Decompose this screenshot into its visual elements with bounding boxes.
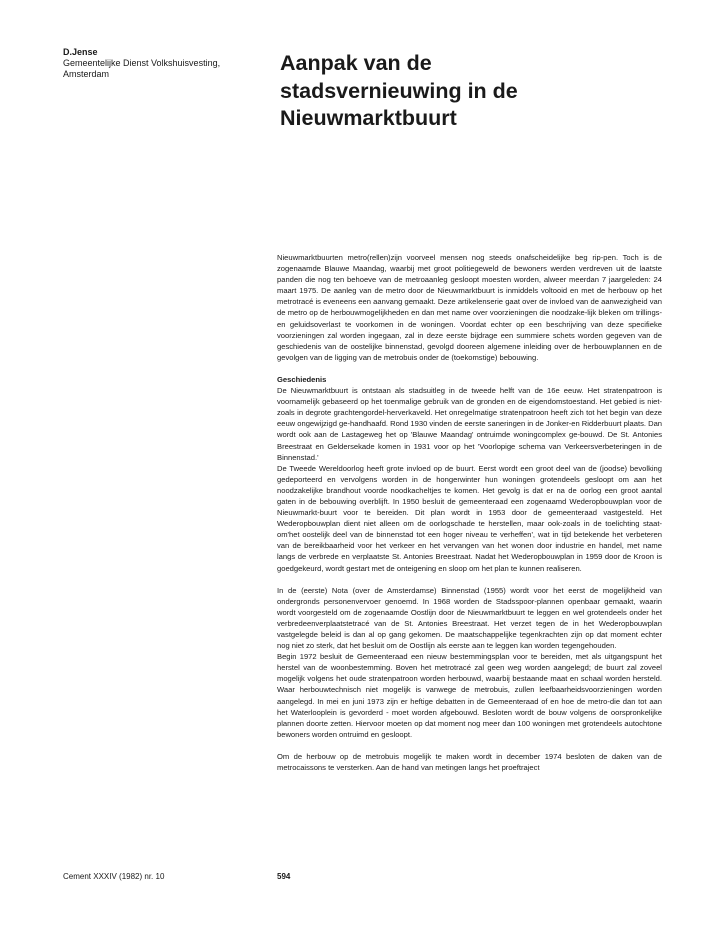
article-body	[277, 252, 662, 773]
journal-citation: Cement XXXIV (1982) nr. 10	[63, 872, 165, 881]
article-title	[280, 50, 680, 133]
section-heading: Geschiedenis	[277, 374, 327, 384]
page-number: 594	[277, 872, 291, 881]
author-name: D.Jense	[63, 47, 98, 57]
intro-paragraph: Nieuwmarktbuurten metro(rellen)zijn voorveel mensen nog steeds onafscheidelijke beg rip-pen. Toch is de zogenaamde Blauwe Maandag, waarbij met groot politiegeweld de bewoners werden verdreven uit de laatste panden die nog ten behoeve van de metroaanleg gesloopt moesten worden, alweer meerdan 7 jaargeleden: 24 maart 1975. De aanleg van de metro door de Nieuwmarktbuurt is inmiddels voltooid en met de herbouw op het metrotracé is eveneens een aanvang gemaakt. Deze artikelenserie gaat over de invloed van de aanwezigheid van de metro op de herbouwmogelijkheden en dan met name over voorzieningen die noodzake-lijk bleken om trillings-en geluidsoverlast te voorkomen in de woningen. Voordat echter op een beschrijving van deze specifieke voorzieningen zal worden ingegaan, zal in deze eerste bijdrage een summiere schets worden gegeven van de geschiedenis van de oostelijke binnenstad, gevolgd dooreen algemene inleiding over de herbouwplannen en de gevolgen van de ligging van de metrobuis onder de (toekomstige) bebouwing.	[277, 253, 662, 362]
body-paragraph-3: In de (eerste) Nota (over de Amsterdamse) Binnenstad (1955) wordt voor het eerst de mogelijkheid van ondergronds personenvervoer genoemd. In 1968 worden de Stadsspoor-plannen openbaar gemaakt, waarin wordt voorgesteld om de zogenaamde Oostlijn door de Nieuwmarktbuurt te leggen en wel grotendeels onder het verbredeenverplaatstetracé van de St. Antonies Breestraat. Het verzet tegen de in het Wederopbouwplan vastgelegde beleid is dan al op gang gekomen. De maatschappelijke tegenkrachten zijn op dat moment echter nog niet zo sterk, dat het besluit om de Oostlijn als eerste aan te leggen kan worden tegengehouden.	[277, 585, 662, 651]
title-line-3: Nieuwmarktbuurt	[280, 106, 457, 130]
title-line-1: Aanpak van de	[280, 51, 432, 75]
body-paragraph-5: Om de herbouw op de metrobuis mogelijk te maken wordt in december 1974 besloten de daken van de metrocaissons te versterken. Aan de hand van metingen langs het proeftraject	[277, 751, 662, 773]
body-paragraph-4: Begin 1972 besluit de Gemeenteraad een nieuw bestemmingsplan voor te bereiden, met als uitgangspunt het herstel van de woonbestemming. Boven het metrotracé zal geen weg worden aangelegd; de buurt zal zoveel mogelijk volgens het oude stratenpatroon worden herbouwd, waarbij bestaande maat en schaal worden hersteld. Waar herbouwtechnisch niet mogelijk is vanwege de metrobuis, zullen leefbaarheidsvoorzieningen worden aangelegd. In mei en juni 1973 zijn er heftige debatten in de Gemeenteraad of en hoe de metro-die dan tot aan het Waterlooplein is gevorderd - moet worden afgebouwd. Besloten wordt de bouw volgens de oorspronkelijke plannen doorte zetten. Hiervoor moeten op dat moment nog meer dan 100 woningen met grotendeels autochtone bewoners worden ontruimd en gesloopt.	[277, 652, 662, 739]
body-paragraph-2: De Tweede Wereldoorlog heeft grote invloed op de buurt. Eerst wordt een groot deel van de (joodse) bevolking gedeporteerd en vervolgens worden in de hongerwinter hun woningen grotendeels gesloopt om aan het noodzakelijke brandhout voorde noodkacheltjes te komen. Het gevolg is dat er na de oorlog een groot aantal gaten in de bebouwing overblijft. In 1950 besluit de gemeenteraad een zogenaamd Wederopbouwplan voor de Nieuwmarkt-buurt voor te bereiden. Dit plan wordt in 1953 door de gemeenteraad vastgesteld. Het Wederopbouwplan dient niet alleen om de oorlogschade te herstellen, maar ook-zoals in de toelichting staat-om'het oostelijk deel van de binnenstad tot een hoger niveau te verheffen', wat in tijd betekende het verbeteren van de bereikbaarheid voor het verkeer en het vervangen van het wonen door industrie en handel, met name langs de verbrede en verplaatste St. Antonies Breestraat. Nadat het Wederopbouwplan in 1959 door de Kroon is goedgekeurd, wordt gestart met de onteigening en sloop om het plan te kunnen realiseren.	[277, 463, 662, 573]
title-line-2: stadsvernieuwing in de	[280, 78, 518, 103]
body-paragraph-1: De Nieuwmarktbuurt is ontstaan als stadsuitleg in de tweede helft van de 16e eeuw. Het stratenpatroon is voornamelijk gebaseerd op het toenmalige gebruik van de gronden en de eigendomstoestand. Het gebied is niet-zoals in degrote grachtengordel-herverkaveld. Het onregelmatige stratenpatroon heeft zich tot het begin van deze eeuw ongewijzigd ge-handhaafd. Rond 1930 vinden de eerste saneringen in de Jonker-en Ridderbuurt plaats. Dan wordt ook aan de Lastageweg het op 'Blauwe Maandag' ontruimde woningcomplex ge-bouwd. De St. Antonies Breestraat en Geldersekade komen in 1931 voor op het 'Voorlopige schema van Verkeersverbeteringen in de Binnenstad.'	[277, 386, 663, 462]
author-block	[63, 47, 253, 80]
author-affiliation: Gemeentelijke Dienst Volkshuisvesting,	[63, 58, 221, 68]
author-affiliation-city: Amsterdam	[63, 69, 110, 79]
